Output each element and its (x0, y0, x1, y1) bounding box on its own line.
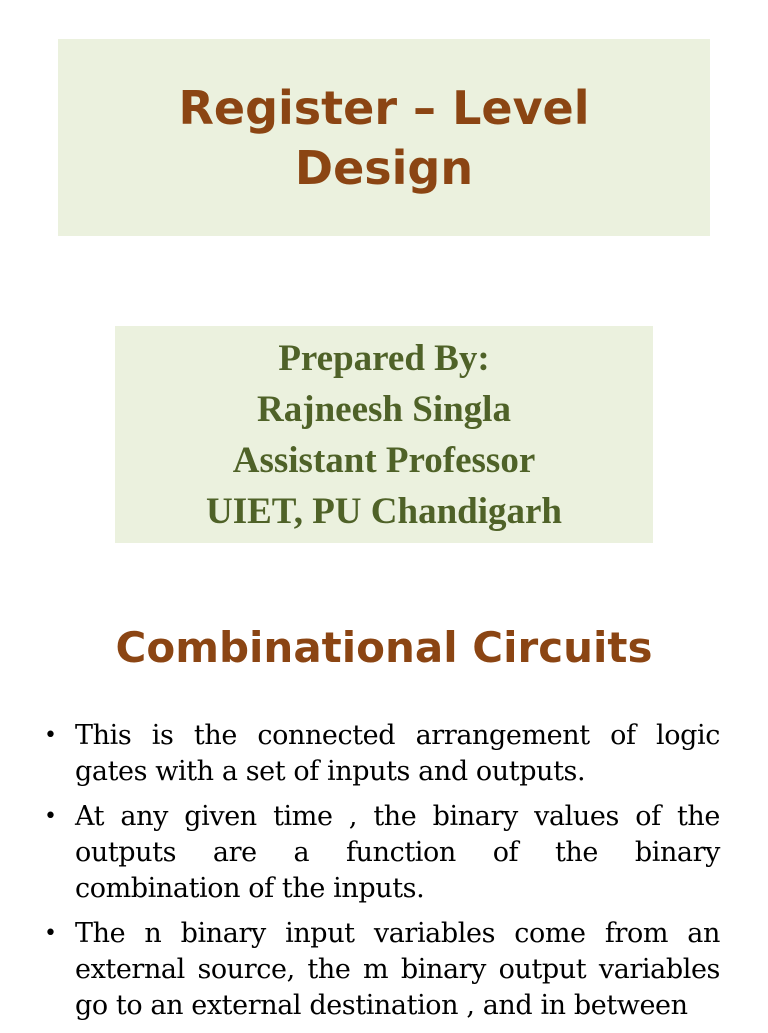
author-role: Assistant Professor (232, 439, 536, 481)
section-heading: Combinational Circuits (115, 623, 653, 672)
author-prepared-by: Prepared By: (278, 337, 490, 379)
bullet-text: At any given time , the binary values of the outputs are a function of the binary combination of the inputs. (75, 801, 720, 904)
list-item (44, 916, 720, 1024)
title-line-2: Design (294, 140, 474, 195)
bullet-icon: • (44, 921, 57, 946)
author-name: Rajneesh Singla (257, 388, 511, 430)
bullet-icon: • (44, 804, 57, 829)
list-item (44, 799, 720, 907)
bullet-list (44, 718, 720, 1033)
author-box (115, 326, 653, 543)
bullet-icon: • (44, 723, 57, 748)
author-affiliation: UIET, PU Chandigarh (205, 490, 563, 532)
list-item (44, 718, 720, 790)
title-box (58, 39, 710, 236)
title-line-1: Register – Level (178, 80, 590, 135)
bullet-text: This is the connected arrangement of logic gates with a set of inputs and outputs. (75, 720, 720, 787)
bullet-text: The n binary input variables come from an external source, the m binary output variables go to an external destination , and in between (75, 918, 720, 1021)
